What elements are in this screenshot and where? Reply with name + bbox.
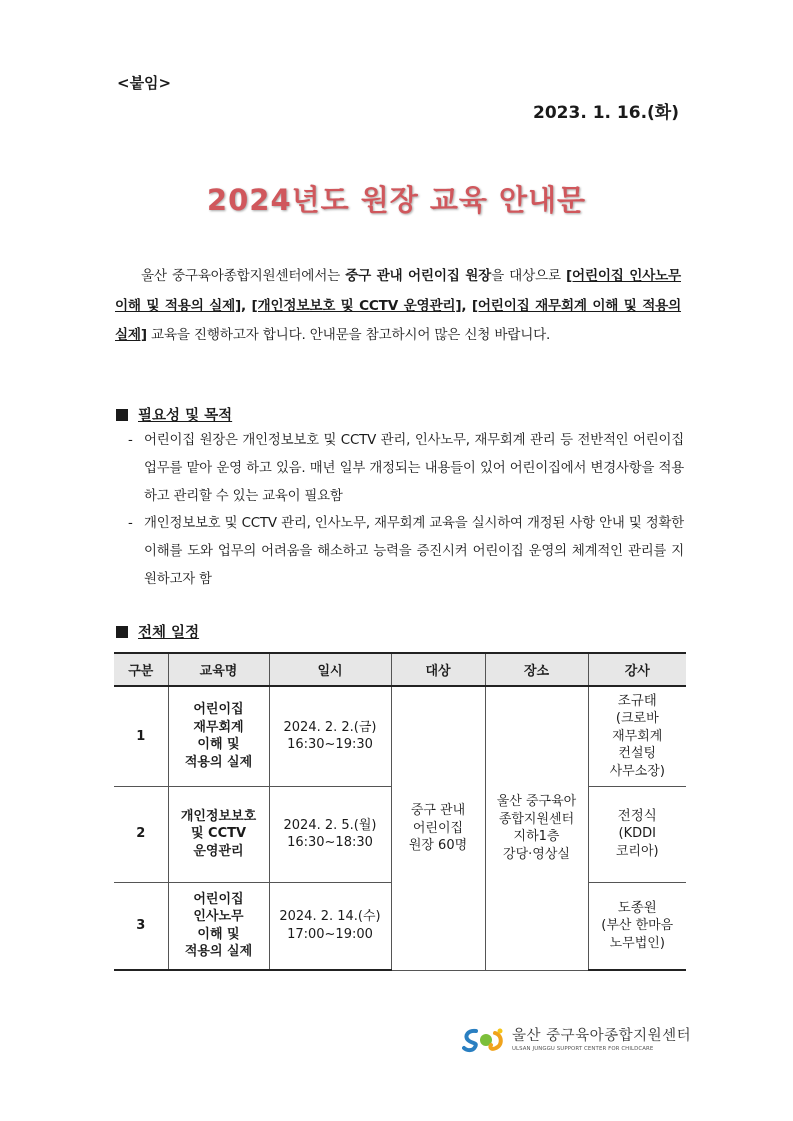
course-name-line: 재무회계 — [193, 719, 244, 735]
instructor-cell — [588, 686, 686, 786]
course-time: 17:00~19:00 — [287, 926, 373, 942]
org-name-english: ULSAN JUNGGU SUPPORT CENTER FOR CHILDCARE — [512, 1046, 654, 1052]
instructor-cell — [588, 882, 686, 970]
row-number: 1 — [114, 686, 168, 786]
course-name-line: 및 CCTV — [190, 826, 247, 842]
course-name-line: 이해 및 — [197, 737, 240, 753]
course-datetime — [269, 686, 391, 786]
course-datetime — [269, 882, 391, 970]
instructor-affiliation: (부산 한마음 — [601, 918, 674, 933]
intro-text: 교육을 진행하고자 합니다. 안내문을 참고하시어 많은 신청 바랍니다. — [146, 327, 551, 343]
instructor-affiliation: 사무소장) — [609, 763, 665, 779]
attachment-label: <붙임> — [117, 74, 172, 92]
document-date: 2023. 1. 16.(화) — [533, 103, 679, 123]
org-name: 울산 중구육아종합지원센터 — [512, 1028, 692, 1044]
course-time: 16:30~19:30 — [287, 737, 373, 753]
course-name-line: 적용의 실제 — [184, 944, 253, 960]
intro-course-privacy: [개인정보보호 및 CCTV 운영관리] — [251, 297, 462, 314]
page-title: 2024년도 원장 교육 안내문 — [206, 183, 587, 217]
intro-course-finance: [어린이집 재무회계 이해 및 적용의 실제] — [115, 297, 682, 343]
intro-paragraph — [115, 262, 681, 351]
header-target: 대상 — [391, 653, 485, 686]
instructor-affiliation: 노무법인) — [609, 935, 665, 951]
header-datetime: 일시 — [269, 653, 391, 686]
place-line: 지하1층 — [513, 829, 560, 845]
dash-icon: - — [128, 516, 133, 532]
instructor-name: 조규태 — [617, 692, 657, 709]
place-line: 강당·영상실 — [503, 846, 570, 862]
square-bullet-icon — [116, 626, 128, 638]
header-instructor: 강사 — [588, 653, 686, 686]
section-purpose-label: 필요성 및 목적 — [138, 408, 233, 424]
intro-sep: , — [241, 297, 252, 314]
header-place: 장소 — [485, 653, 588, 686]
place-line: 종합지원센터 — [498, 811, 575, 827]
instructor-name: 도종원 — [617, 899, 657, 916]
place-cell — [485, 686, 588, 970]
intro-sep: , — [461, 297, 472, 314]
instructor-affiliation: 코리아) — [615, 843, 659, 859]
bullet-text: 어린이집 원장은 개인정보보호 및 CCTV 관리, 인사노무, 재무회계 관리 등 전반적인 어린이집 업무를 맡아 운영 하고 있음. 매년 일부 개정되는 내용들이 있어 어린이집에서 변경사항을 적용하고 관리할 수 있는 교육이 필요함 — [144, 433, 684, 504]
logo-blue-swirl — [464, 1031, 476, 1050]
place-line: 울산 중구육아 — [496, 794, 577, 810]
purpose-bullet-list — [128, 427, 684, 594]
course-name — [168, 882, 269, 970]
course-name-line: 인사노무 — [193, 909, 244, 925]
course-name-line: 개인정보보호 — [180, 808, 257, 824]
logo-yellow-dot — [498, 1029, 503, 1034]
instructor-affiliation: 컨설팅 — [618, 746, 657, 761]
course-name-line: 어린이집 — [193, 702, 244, 718]
course-name — [168, 786, 269, 882]
instructor-cell — [588, 786, 686, 882]
course-name-line: 이해 및 — [197, 926, 240, 942]
intro-text: 울산 중구육아종합지원센터에서는 — [141, 268, 346, 284]
course-date: 2024. 2. 5.(월) — [283, 817, 377, 833]
header-no: 구분 — [114, 653, 168, 686]
course-name-line: 운영관리 — [193, 843, 244, 859]
course-datetime — [269, 786, 391, 882]
instructor-affiliation: 재무회계 — [612, 728, 663, 744]
section-purpose-heading — [116, 404, 232, 425]
target-line: 중구 관내 — [410, 803, 466, 818]
section-schedule-heading — [116, 621, 199, 642]
list-item — [128, 510, 684, 593]
course-name-line: 적용의 실제 — [184, 754, 253, 770]
org-logo — [462, 1025, 691, 1055]
square-bullet-icon — [116, 409, 128, 421]
course-name-line: 어린이집 — [193, 891, 244, 907]
intro-target: 중구 관내 어린이집 원장 — [345, 268, 492, 284]
intro-text: 을 대상으로 — [491, 268, 566, 284]
course-time: 16:30~18:30 — [287, 835, 373, 850]
target-line: 원장 60명 — [408, 838, 468, 853]
target-line: 어린이집 — [412, 820, 464, 836]
table-row — [114, 686, 686, 786]
org-logo-icon — [462, 1025, 506, 1055]
dash-icon: - — [128, 433, 133, 448]
instructor-affiliation: (크로바 — [615, 711, 659, 726]
bullet-text: 개인정보보호 및 CCTV 관리, 인사노무, 재무회계 교육을 실시하여 개정된 사항 안내 및 정확한 이해를 도와 업무의 어려움을 해소하고 능력을 증진시켜 어린이집 운영의 체계적인 관리를 지원하고자 함 — [144, 516, 684, 587]
schedule-table — [114, 652, 686, 971]
list-item — [128, 427, 684, 510]
target-cell — [391, 686, 485, 970]
course-date: 2024. 2. 14.(수) — [279, 909, 381, 925]
row-number: 3 — [114, 882, 168, 970]
course-name — [168, 686, 269, 786]
instructor-affiliation: (KDDI — [618, 826, 656, 842]
row-number: 2 — [114, 786, 168, 882]
instructor-name: 전정식 — [617, 807, 657, 824]
intro-course-hr: [어린이집 인사노무 이해 및 적용의 실제] — [115, 268, 681, 314]
course-date: 2024. 2. 2.(금) — [283, 719, 377, 735]
section-schedule-label: 전체 일정 — [138, 625, 200, 641]
table-header-row — [114, 653, 686, 686]
header-course: 교육명 — [168, 653, 269, 686]
